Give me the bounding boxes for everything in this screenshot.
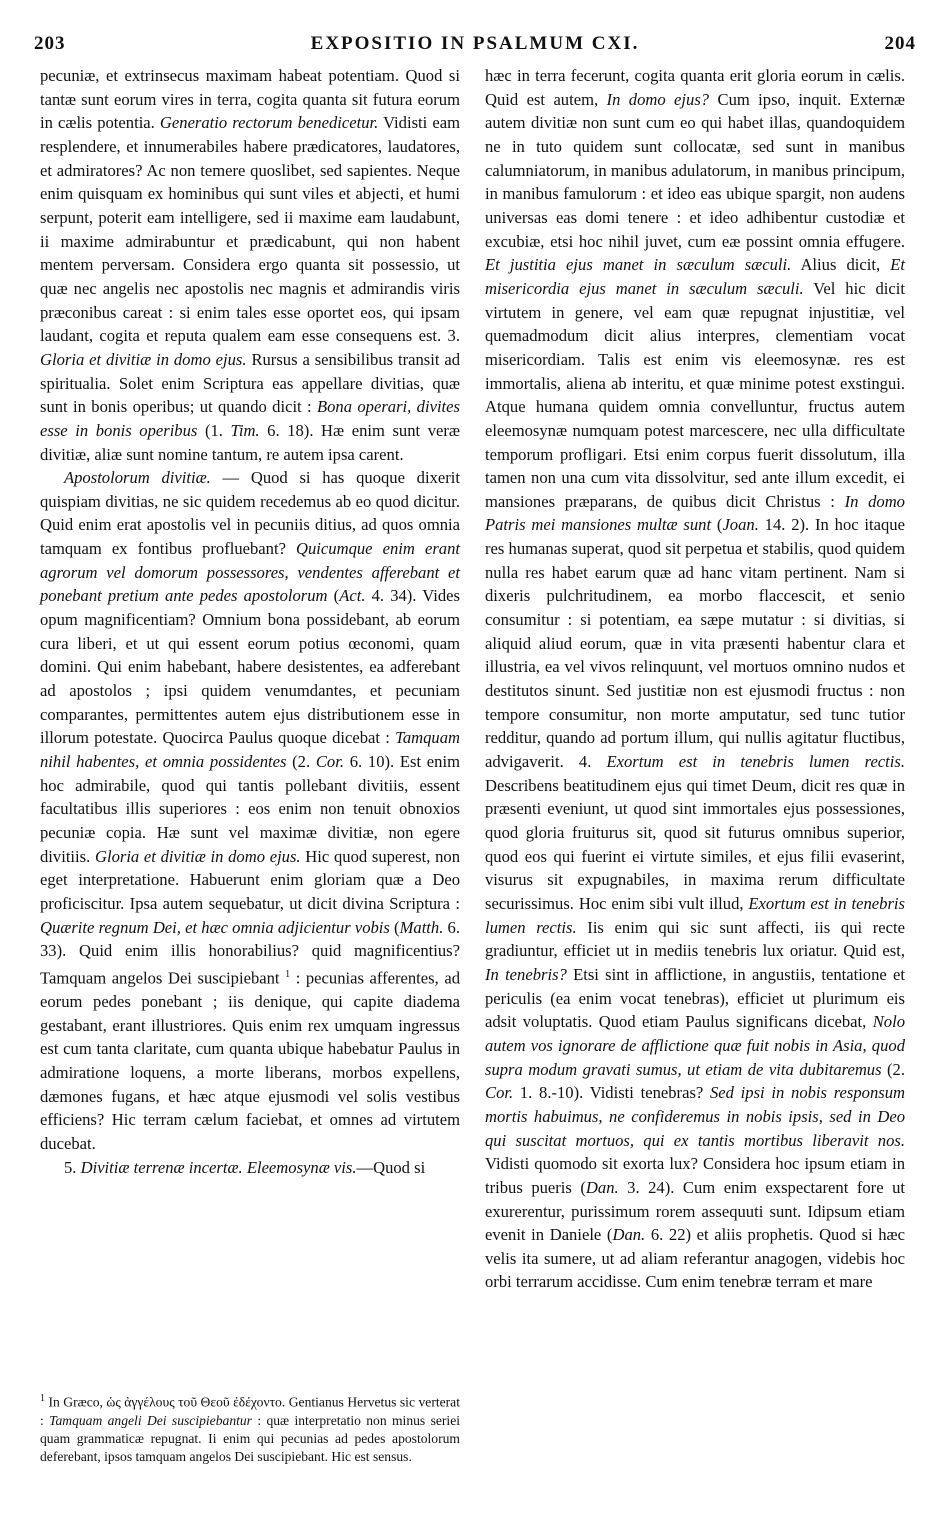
footnote: $^1$ In Græco, ὡς ἀγγέλους τοῦ Θεοῦ ἐδέχοντο. Gentianus Hervetus sic verterat : Tamquam angeli Dei suscipiebantur : quæ interpretatio non minus seriei quam grammaticæ repugnat. Ii enim qui pecunias ad pedes apostolorum deferebant, ipsos tamquam angelos Dei suscipiebant. Hic est sensus. bbox=[40, 1393, 461, 1465]
footnotes bbox=[40, 1390, 460, 1466]
left-column bbox=[40, 64, 460, 1179]
paragraph: Apostolorum divitiæ. — Quod si has quoque dixerit quispiam divitias, ne sic quidem recedemus ab eo quod dicitur. Quid enim erat apostolis vel in pecuniis ditius, ad quos omnia tamquam ex fontibus profluebant? Quicumque enim erant agrorum vel domorum possessores, vendentes afferebant et ponebant pretium ante pedes apostolorum (Act. 4. 34). Vides opum magnificentiam? Omnium bona possidebant, ab eorum cura liberi, et ut qui essent eorum potius œconomi, quam domini. Qui enim habebant, habere desistentes, ea adferebant ad apostolos ; ipsi quidem venumdantes, et pecuniam comparantes, permittentes autem ejus distributionem esse in illorum potestate. Quocirca Paulus quoque dicebat : Tamquam nihil habentes, et omnia possidentes (2. Cor. 6. 10). Est enim hoc admirabile, quod qui tantis pollebant divitiis, essent facultatibus illis superiores : eos enim non tenuit obnoxios pecuniæ copia. Hæ sunt vel maximæ divitiæ, non egere divitiis. Gloria et divitiæ in domo ejus. Hic quod superest, non eget interpretatione. Habuerunt enim gloriam quæ a Deo proficiscitur. Ipsa autem sequebatur, ut dicit divina Scriptura : Quærite regnum Dei, et hæc omnia adjicientur vobis (Matth. 6. 33). Quid enim illis honorabilius? quid magnificentius? Tamquam angelos Dei suscipiebant $^1$ : pecunias afferentes, ad eorum pedes ponebant ; iis denique, qui capite diadema gestabant, erant illustriores. Quis enim rex umquam ingressus est cum tanta claritate, cum quanta ubique habebatur Paulus in admiratione loquens, a morte liberans, morbos expellens, dæmones fugans, et hæc atque ejusmodi vel solis vestibus efficiens? Hic terram cælum faciebat, et omnes ad virtutem ducebat. bbox=[40, 468, 461, 1154]
page-number-right: 204 bbox=[884, 33, 916, 54]
page-number-left: 203 bbox=[34, 33, 66, 54]
running-title: EXPOSITIO IN PSALMUM CXI. bbox=[310, 33, 640, 54]
paragraph: 5. Divitiæ terrenæ incertæ. Eleemosynæ vis.—Quod si bbox=[64, 1157, 426, 1177]
page-header bbox=[34, 33, 916, 65]
paragraph: pecuniæ, et extrinsecus maximam habeat potentiam. Quod si tantæ sunt eorum vires in terra, cogita quanta sit futura eorum in cælis potentia. Generatio rectorum benedicetur. Vidisti eam resplendere, et innumerabiles habere prædicatores, laudatores, et admiratores? Ac non temere quoslibet, sed sapientes. Neque enim quisquam ex hominibus qui sunt viles et abjecti, et humi serpunt, poterit eam intelligere, sed ii maxime eam laudabunt, ii maxime admirabuntur et prædicabunt, qui non habent mentem perversam. Considera ergo quanta sit possessio, ut quæ nec angelis nec apostolis nec magnis et admirandis viris præconibus careat : si enim tales esse oportet eos, qui ipsam laudant, cogita et reputa qualem eam esse consequens est. 3. Gloria et divitiæ in domo ejus. Rursus a sensibilibus transit ad spiritualia. Solet enim Scriptura eas appellare divitias, quæ sunt in bonis operibus; ut quando dicit : Bona operari, divites esse in bonis operibus (1. Tim. 6. 18). Hæ enim sunt veræ divitiæ, aliæ sunt nomine tantum, re autem ipsa carent. bbox=[40, 66, 460, 464]
right-column bbox=[485, 64, 905, 1294]
paragraph: hæc in terra fecerunt, cogita quanta erit gloria eorum in cælis. Quid est autem, In domo ejus? Cum ipso, inquit. Externæ autem divitiæ non sunt cum eo qui habet illas, quandoquidem ne in tuto quidem sunt collocatæ, sed sunt in manibus calumniatorum, in manibus adulatorum, in manibus principum, in manibus famulorum : et ideo eas ubique spargit, non audens universas eas domi tenere : et ideo adhibentur custodiæ et excubiæ, etsi hoc nihil juvet, cum eæ possint omnia effugere. Et justitia ejus manet in sæculum sæculi. Alius dicit, Et misericordia ejus manet in sæculum sæculi. Vel hic dicit virtutem in genere, vel eam quæ repugnat injustitiæ, vel quemadmodum dicit alius interpres, clementiam vocat misericordiam. Talis est enim vis eleemosynæ. res est immortalis, aliena ab interitu, et quæ minime potest exstingui. Atque humana quidem omnia convelluntur, fructus autem eleemosynæ numquam potest marcescere, nec ulla difficultate temporum profligari. Etsi enim corpus fuerit dissolutum, illa tamen non una cum vita dissolvitur, sed ante illum excedit, ei mansiones præparans, de quibus dicit Christus : In domo Patris mei mansiones multæ sunt (Joan. 14. 2). In hoc itaque res humanas superat, quod sit perpetua et stabilis, quod quidem nulla res habet earum quæ ad hanc vitam pertinent. Nam si dixeris pulchritudinem, ea morbo flaccescit, et senio consumitur : si potentiam, ea sæpe mutatur : si divitias, si aliquid aliud eorum, quæ in vita præsenti habentur clara et illustria, ea vel vivos relinquunt, vel mortuos omnino nudos et destitutos sinunt. Sed justitiæ non est ejusmodi fructus : non tempore consumitur, non morte amputatur, sed tunc tutior redditur, quando ad portum illum, qui nullis agitatur fluctibus, advigaverit. 4. Exortum est in tenebris lumen rectis. Describens beatitudinem ejus qui timet Deum, dicit res quæ in præsenti eveniunt, ut quod sint immortales ejus possessiones, quod gloria fruiturus sit, quod sit futurus omnibus superior, quod eos qui fuerint ei virtute similes, et ejus filii evaserint, visurus sit expugnabiles, in maxima rerum difficultate securissimus. Hoc enim sibi vult illud, Exortum est in tenebris lumen rectis. Iis enim qui sic sunt affecti, iis qui recte gradiuntur, efficiet ut in mediis tenebris lux oriatur. Quid est, In tenebris? Etsi sint in afflictione, in angustiis, tentatione et periculis (ea enim vocat tenebras), efficiet ut plurimum eis adsit voluptatis. Quod etiam Paulus significans dicebat, Nolo autem vos ignorare de afflictione quæ fuit nobis in Asia, quod supra modum gravati sumus, ut etiam de vita dubitaremus (2. Cor. 1. 8.-10). Vidisti tenebras? Sed ipsi in nobis responsum mortis habuimus, ne confideremus in nobis ipsis, sed in Deo qui suscitat mortuos, qui ex tantis mortibus liberavit nos. Vidisti quomodo sit exorta lux? Considera hoc ipsum etiam in tribus pueris (Dan. 3. 24). Cum enim exspectarent fore ut exurerentur, purissimum rorem assequuti sunt. Idipsum etiam evenit in Daniele (Dan. 6. 22) et aliis prophetis. Quod si hæc velis ita sumere, ut ad aliam referantur anagogen, videbis hoc orbi terrarum accidisse. Cum enim tenebræ terram et mare bbox=[485, 66, 906, 1292]
